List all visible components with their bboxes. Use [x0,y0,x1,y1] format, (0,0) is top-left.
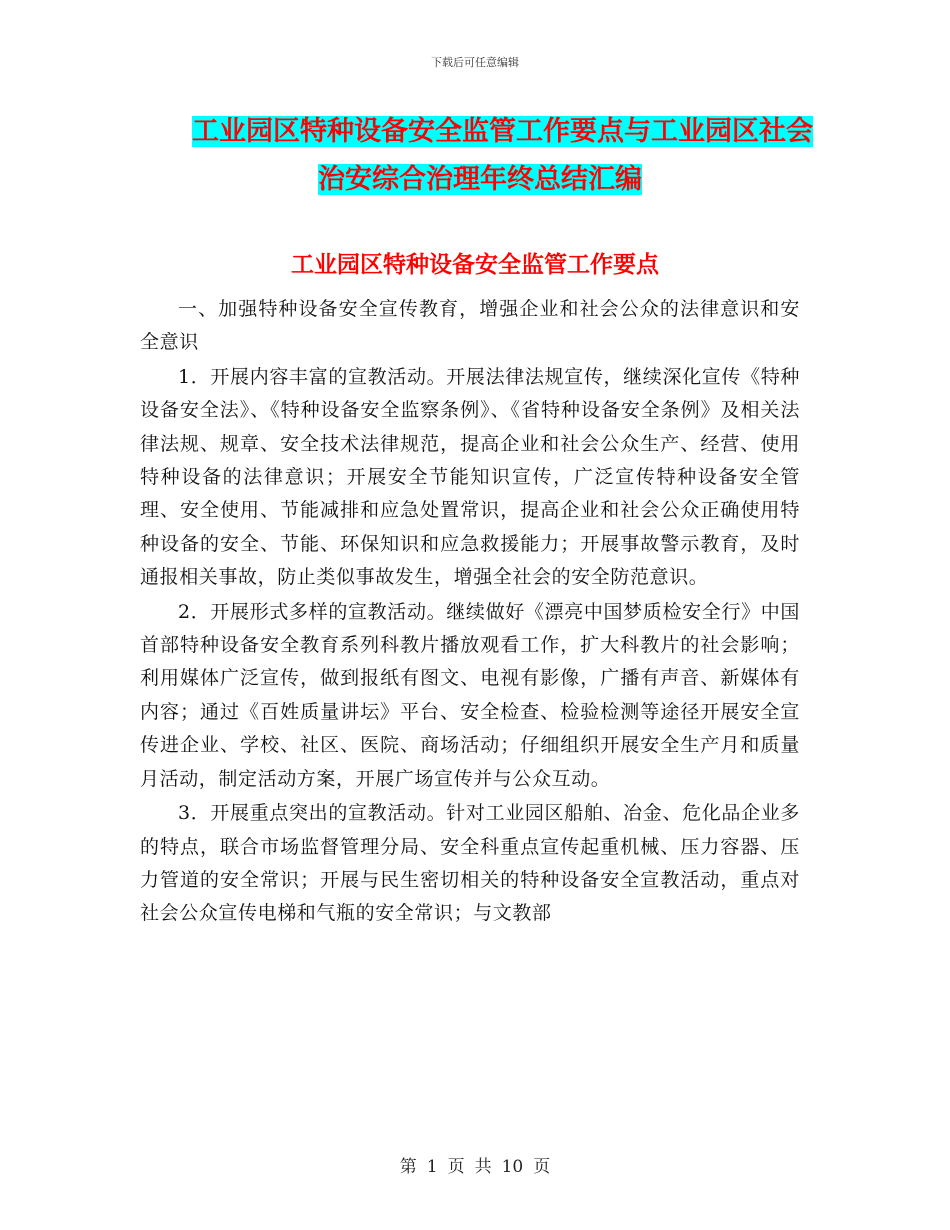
footer-page-word: 页 [447,1157,465,1177]
page-footer [0,1152,950,1177]
section-title: 工业园区特种设备安全监管工作要点 [291,252,659,278]
footer-current-page: 1 [426,1157,438,1177]
paragraph-heading-1: 一、加强特种设备安全宣传教育，增强企业和社会公众的法律意识和安全意识 [140,298,800,354]
document-title-line-2 [140,156,810,204]
document-title-line-1-text: 工业园区特种设备安全监管工作要点与工业园区社会 [192,116,813,147]
document-title-line-1 [140,108,813,156]
document-title-line-2-text: 治安综合治理年终总结汇编 [318,164,642,195]
paragraph-2: 2．开展形式多样的宣教活动。继续做好《漂亮中国梦质检安全行》中国首部特种设备安全教育系列科教片播放观看工作，扩大科教片的社会影响；利用媒体广泛宣传，做到报纸有图文、电视有影像，广播有声音、新媒体有内容；通过《百姓质量讲坛》平台、安全检查、检验检测等途径开展安全宣传进企业、学校、社区、医院、商场活动；仔细组织开展安全生产月和质量月活动，制定活动方案，开展广场宣传并与公众互动。 [140,600,800,790]
footer-total-word: 共 [474,1157,492,1177]
footer-prefix: 第 [399,1157,417,1177]
footer-total-pages: 10 [501,1157,524,1177]
document-title [140,108,813,204]
footer-suffix: 页 [533,1157,551,1177]
header-note: 下载后可任意编辑 [431,56,519,69]
body-text [140,293,800,931]
paragraph-1: 1．开展内容丰富的宣教活动。开展法律法规宣传，继续深化宣传《特种设备安全法》、《特种设备安全监察条例》、《省特种设备安全条例》及相关法律法规、规章、安全技术法律规范，提高企业和社会公众生产、经营、使用特种设备的法律意识；开展安全节能知识宣传，广泛宣传特种设备安全管理、安全使用、节能减排和应急处置常识，提高企业和社会公众正确使用特种设备的安全、节能、环保知识和应急救援能力；开展事故警示教育，及时通报相关事故，防止类似事故发生，增强全社会的安全防范意识。 [140,365,800,589]
paragraph-3: 3．开展重点突出的宣教活动。针对工业园区船舶、冶金、危化品企业多的特点，联合市场监督管理分局、安全科重点宣传起重机械、压力容器、压力管道的安全常识；开展与民生密切相关的特种设备安全宣教活动，重点对社会公众宣传电梯和气瓶的安全常识；与文教部 [140,802,800,925]
